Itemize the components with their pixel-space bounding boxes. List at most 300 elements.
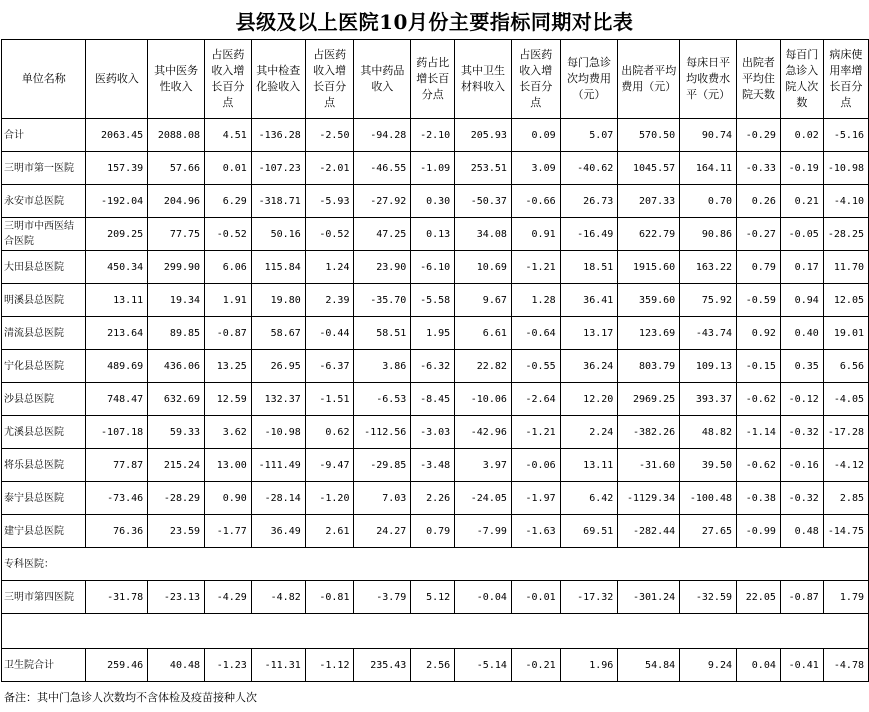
value-cell: -17.28 [823, 416, 868, 449]
value-cell: -3.48 [411, 449, 455, 482]
column-header: 占医药收入增长百分点 [305, 40, 354, 119]
value-cell: 132.37 [251, 383, 305, 416]
value-cell: 632.69 [148, 383, 205, 416]
table-body [2, 119, 869, 682]
table-row [2, 416, 869, 449]
value-cell: -73.46 [86, 482, 148, 515]
value-cell: 0.62 [305, 416, 354, 449]
empty-cell [411, 548, 455, 581]
value-cell: -1.09 [411, 152, 455, 185]
value-cell: -17.32 [560, 581, 618, 614]
value-cell: -2.01 [305, 152, 354, 185]
value-cell: -4.10 [823, 185, 868, 218]
table-row [2, 649, 869, 682]
value-cell: -4.12 [823, 449, 868, 482]
value-cell: -5.58 [411, 284, 455, 317]
value-cell: 213.64 [86, 317, 148, 350]
value-cell: -1.20 [305, 482, 354, 515]
value-cell: -29.85 [354, 449, 411, 482]
value-cell: -0.52 [305, 218, 354, 251]
column-header: 其中卫生材料收入 [455, 40, 512, 119]
value-cell: -94.28 [354, 119, 411, 152]
value-cell: -1.21 [511, 251, 560, 284]
row-name-cell: 宁化县总医院 [2, 350, 86, 383]
value-cell: 90.74 [680, 119, 737, 152]
value-cell: 6.29 [205, 185, 252, 218]
value-cell: 1.95 [411, 317, 455, 350]
value-cell: -0.32 [780, 482, 823, 515]
row-name-cell: 合计 [2, 119, 86, 152]
section-row [2, 614, 869, 649]
empty-cell [511, 614, 560, 649]
value-cell: 259.46 [86, 649, 148, 682]
value-cell: -2.64 [511, 383, 560, 416]
column-header: 出院者平均住院天数 [737, 40, 781, 119]
value-cell: 9.24 [680, 649, 737, 682]
empty-cell [780, 614, 823, 649]
value-cell: 13.25 [205, 350, 252, 383]
value-cell: -0.12 [780, 383, 823, 416]
value-cell: 19.34 [148, 284, 205, 317]
value-cell: 10.69 [455, 251, 512, 284]
column-header: 单位名称 [2, 40, 86, 119]
empty-cell [560, 548, 618, 581]
value-cell: 47.25 [354, 218, 411, 251]
value-cell: -282.44 [618, 515, 680, 548]
value-cell: -50.37 [455, 185, 512, 218]
column-header: 出院者平均费用（元） [618, 40, 680, 119]
value-cell: 48.82 [680, 416, 737, 449]
value-cell: 2088.08 [148, 119, 205, 152]
table-row [2, 449, 869, 482]
value-cell: 12.20 [560, 383, 618, 416]
table-row [2, 251, 869, 284]
value-cell: -1.77 [205, 515, 252, 548]
value-cell: 2.56 [411, 649, 455, 682]
value-cell: -0.81 [305, 581, 354, 614]
empty-cell [680, 548, 737, 581]
table-row [2, 185, 869, 218]
value-cell: -16.49 [560, 218, 618, 251]
value-cell: 57.66 [148, 152, 205, 185]
empty-cell [455, 548, 512, 581]
value-cell: 27.65 [680, 515, 737, 548]
value-cell: 22.05 [737, 581, 781, 614]
row-name-cell: 大田县总医院 [2, 251, 86, 284]
value-cell: 3.09 [511, 152, 560, 185]
empty-cell [618, 548, 680, 581]
value-cell: 0.26 [737, 185, 781, 218]
value-cell: 7.03 [354, 482, 411, 515]
column-header: 病床使用率增长百分点 [823, 40, 868, 119]
value-cell: -0.01 [511, 581, 560, 614]
value-cell: 26.73 [560, 185, 618, 218]
value-cell: -40.62 [560, 152, 618, 185]
empty-cell [354, 614, 411, 649]
value-cell: 209.25 [86, 218, 148, 251]
value-cell: 22.82 [455, 350, 512, 383]
row-name-cell: 将乐县总医院 [2, 449, 86, 482]
value-cell: 163.22 [680, 251, 737, 284]
value-cell: -2.50 [305, 119, 354, 152]
value-cell: -3.03 [411, 416, 455, 449]
value-cell: 18.51 [560, 251, 618, 284]
value-cell: 13.11 [560, 449, 618, 482]
value-cell: 2.39 [305, 284, 354, 317]
value-cell: -0.62 [737, 449, 781, 482]
value-cell: -136.28 [251, 119, 305, 152]
value-cell: -0.87 [205, 317, 252, 350]
value-cell: 299.90 [148, 251, 205, 284]
table-row [2, 350, 869, 383]
value-cell: -0.87 [780, 581, 823, 614]
empty-cell [737, 614, 781, 649]
column-header: 医药收入 [86, 40, 148, 119]
value-cell: -5.93 [305, 185, 354, 218]
value-cell: 215.24 [148, 449, 205, 482]
value-cell: -112.56 [354, 416, 411, 449]
value-cell: -1.14 [737, 416, 781, 449]
row-name-cell: 明溪县总医院 [2, 284, 86, 317]
value-cell: 2063.45 [86, 119, 148, 152]
empty-cell [251, 614, 305, 649]
section-label: 专科医院： [2, 548, 86, 581]
column-header: 每门急诊次均费用（元） [560, 40, 618, 119]
column-header: 每床日平均收费水平（元） [680, 40, 737, 119]
value-cell: 0.90 [205, 482, 252, 515]
value-cell: 0.40 [780, 317, 823, 350]
value-cell: 77.75 [148, 218, 205, 251]
value-cell: 204.96 [148, 185, 205, 218]
value-cell: 164.11 [680, 152, 737, 185]
value-cell: -27.92 [354, 185, 411, 218]
value-cell: 115.84 [251, 251, 305, 284]
value-cell: 1915.60 [618, 251, 680, 284]
empty-cell [823, 548, 868, 581]
column-header: 其中医务性收入 [148, 40, 205, 119]
value-cell: 54.84 [618, 649, 680, 682]
value-cell: 1.28 [511, 284, 560, 317]
value-cell: 748.47 [86, 383, 148, 416]
row-name-cell: 沙县总医院 [2, 383, 86, 416]
value-cell: 36.41 [560, 284, 618, 317]
value-cell: -0.27 [737, 218, 781, 251]
value-cell: 58.51 [354, 317, 411, 350]
value-cell: -0.29 [737, 119, 781, 152]
empty-cell [86, 548, 148, 581]
value-cell: -107.23 [251, 152, 305, 185]
value-cell: -4.78 [823, 649, 868, 682]
empty-cell [823, 614, 868, 649]
value-cell: -0.64 [511, 317, 560, 350]
value-cell: -28.25 [823, 218, 868, 251]
empty-cell [411, 614, 455, 649]
value-cell: -28.14 [251, 482, 305, 515]
table-row [2, 482, 869, 515]
value-cell: -3.79 [354, 581, 411, 614]
value-cell: 0.09 [511, 119, 560, 152]
value-cell: -0.06 [511, 449, 560, 482]
value-cell: -5.14 [455, 649, 512, 682]
empty-cell [305, 614, 354, 649]
value-cell: -7.99 [455, 515, 512, 548]
value-cell: 23.90 [354, 251, 411, 284]
value-cell: 253.51 [455, 152, 512, 185]
table-row [2, 284, 869, 317]
value-cell: 205.93 [455, 119, 512, 152]
value-cell: -11.31 [251, 649, 305, 682]
value-cell: -14.75 [823, 515, 868, 548]
empty-cell [737, 548, 781, 581]
value-cell: 570.50 [618, 119, 680, 152]
column-header: 占医药收入增长百分点 [511, 40, 560, 119]
value-cell: -382.26 [618, 416, 680, 449]
value-cell: 489.69 [86, 350, 148, 383]
value-cell: 3.62 [205, 416, 252, 449]
value-cell: 26.95 [251, 350, 305, 383]
header-row [2, 40, 869, 119]
value-cell: 13.00 [205, 449, 252, 482]
row-name-cell: 三明市第一医院 [2, 152, 86, 185]
value-cell: 0.79 [411, 515, 455, 548]
value-cell: -0.52 [205, 218, 252, 251]
value-cell: 1045.57 [618, 152, 680, 185]
value-cell: 76.36 [86, 515, 148, 548]
value-cell: 90.86 [680, 218, 737, 251]
value-cell: -46.55 [354, 152, 411, 185]
value-cell: -6.32 [411, 350, 455, 383]
empty-cell [251, 548, 305, 581]
value-cell: -0.21 [511, 649, 560, 682]
value-cell: 5.12 [411, 581, 455, 614]
table-row [2, 218, 869, 251]
value-cell: 6.61 [455, 317, 512, 350]
value-cell: -35.70 [354, 284, 411, 317]
value-cell: 109.13 [680, 350, 737, 383]
value-cell: 40.48 [148, 649, 205, 682]
value-cell: -32.59 [680, 581, 737, 614]
row-name-cell: 泰宁县总医院 [2, 482, 86, 515]
value-cell: -0.41 [780, 649, 823, 682]
value-cell: -0.66 [511, 185, 560, 218]
empty-cell [148, 614, 205, 649]
row-name-cell: 建宁县总医院 [2, 515, 86, 548]
table-row [2, 119, 869, 152]
value-cell: 2.24 [560, 416, 618, 449]
value-cell: 3.86 [354, 350, 411, 383]
value-cell: 1.24 [305, 251, 354, 284]
table-row [2, 515, 869, 548]
value-cell: 0.04 [737, 649, 781, 682]
value-cell: -6.53 [354, 383, 411, 416]
value-cell: 0.21 [780, 185, 823, 218]
value-cell: -0.38 [737, 482, 781, 515]
value-cell: -0.55 [511, 350, 560, 383]
value-cell: 207.33 [618, 185, 680, 218]
value-cell: 6.42 [560, 482, 618, 515]
value-cell: 89.85 [148, 317, 205, 350]
value-cell: -0.44 [305, 317, 354, 350]
value-cell: 50.16 [251, 218, 305, 251]
value-cell: 2969.25 [618, 383, 680, 416]
value-cell: -0.05 [780, 218, 823, 251]
row-name-cell: 永安市总医院 [2, 185, 86, 218]
value-cell: -318.71 [251, 185, 305, 218]
value-cell: -1.21 [511, 416, 560, 449]
table-header [2, 40, 869, 119]
value-cell: 13.11 [86, 284, 148, 317]
row-name-cell: 尤溪县总医院 [2, 416, 86, 449]
value-cell: 0.17 [780, 251, 823, 284]
value-cell: 75.92 [680, 284, 737, 317]
value-cell: 6.56 [823, 350, 868, 383]
value-cell: -301.24 [618, 581, 680, 614]
value-cell: -10.06 [455, 383, 512, 416]
value-cell: 2.26 [411, 482, 455, 515]
value-cell: 0.48 [780, 515, 823, 548]
section-label [2, 614, 86, 649]
empty-cell [205, 614, 252, 649]
value-cell: -8.45 [411, 383, 455, 416]
footnote: 备注：其中门急诊人次数均不含体检及疫苗接种人次 [4, 691, 257, 704]
table-row [2, 317, 869, 350]
value-cell: -31.78 [86, 581, 148, 614]
value-cell: 59.33 [148, 416, 205, 449]
value-cell: 0.92 [737, 317, 781, 350]
value-cell: -4.29 [205, 581, 252, 614]
value-cell: 1.79 [823, 581, 868, 614]
column-header: 占医药收入增长百分点 [205, 40, 252, 119]
empty-cell [511, 548, 560, 581]
value-cell: -0.04 [455, 581, 512, 614]
value-cell: 0.70 [680, 185, 737, 218]
value-cell: 24.27 [354, 515, 411, 548]
column-header: 药占比增长百分点 [411, 40, 455, 119]
value-cell: -1.63 [511, 515, 560, 548]
value-cell: 9.67 [455, 284, 512, 317]
comparison-table [1, 39, 869, 682]
empty-cell [560, 614, 618, 649]
value-cell: -10.98 [823, 152, 868, 185]
value-cell: 19.80 [251, 284, 305, 317]
empty-cell [618, 614, 680, 649]
value-cell: 436.06 [148, 350, 205, 383]
value-cell: 0.30 [411, 185, 455, 218]
page-title: 县级及以上医院10月份主要指标同期对比表 [235, 10, 634, 34]
value-cell: -0.33 [737, 152, 781, 185]
value-cell: 450.34 [86, 251, 148, 284]
value-cell: -28.29 [148, 482, 205, 515]
empty-cell [455, 614, 512, 649]
value-cell: 12.05 [823, 284, 868, 317]
value-cell: 235.43 [354, 649, 411, 682]
value-cell: 0.94 [780, 284, 823, 317]
value-cell: 2.61 [305, 515, 354, 548]
table-row [2, 152, 869, 185]
value-cell: 1.91 [205, 284, 252, 317]
value-cell: -0.19 [780, 152, 823, 185]
row-name-cell: 三明市第四医院 [2, 581, 86, 614]
value-cell: 157.39 [86, 152, 148, 185]
row-name-cell: 清流县总医院 [2, 317, 86, 350]
empty-cell [305, 548, 354, 581]
value-cell: -4.05 [823, 383, 868, 416]
value-cell: 23.59 [148, 515, 205, 548]
value-cell: -43.74 [680, 317, 737, 350]
value-cell: 803.79 [618, 350, 680, 383]
value-cell: 69.51 [560, 515, 618, 548]
value-cell: 77.87 [86, 449, 148, 482]
value-cell: 58.67 [251, 317, 305, 350]
value-cell: 0.13 [411, 218, 455, 251]
empty-cell [205, 548, 252, 581]
value-cell: 4.51 [205, 119, 252, 152]
row-name-cell: 卫生院合计 [2, 649, 86, 682]
column-header: 每百门急诊入院人次数 [780, 40, 823, 119]
value-cell: 5.07 [560, 119, 618, 152]
value-cell: 359.60 [618, 284, 680, 317]
value-cell: -10.98 [251, 416, 305, 449]
value-cell: 12.59 [205, 383, 252, 416]
value-cell: -6.10 [411, 251, 455, 284]
empty-cell [680, 614, 737, 649]
empty-cell [780, 548, 823, 581]
value-cell: 0.79 [737, 251, 781, 284]
value-cell: -1.12 [305, 649, 354, 682]
section-row [2, 548, 869, 581]
value-cell: 0.01 [205, 152, 252, 185]
value-cell: 0.35 [780, 350, 823, 383]
value-cell: -0.15 [737, 350, 781, 383]
value-cell: 39.50 [680, 449, 737, 482]
column-header: 其中检查化验收入 [251, 40, 305, 119]
value-cell: -100.48 [680, 482, 737, 515]
table-row [2, 581, 869, 614]
value-cell: 19.01 [823, 317, 868, 350]
value-cell: 34.08 [455, 218, 512, 251]
value-cell: -5.16 [823, 119, 868, 152]
value-cell: 622.79 [618, 218, 680, 251]
value-cell: -24.05 [455, 482, 512, 515]
value-cell: 13.17 [560, 317, 618, 350]
column-header: 其中药品收入 [354, 40, 411, 119]
value-cell: -0.62 [737, 383, 781, 416]
value-cell: -9.47 [305, 449, 354, 482]
value-cell: -0.32 [780, 416, 823, 449]
value-cell: 36.49 [251, 515, 305, 548]
empty-cell [86, 614, 148, 649]
value-cell: -2.10 [411, 119, 455, 152]
value-cell: 393.37 [680, 383, 737, 416]
value-cell: 0.91 [511, 218, 560, 251]
table-row [2, 383, 869, 416]
value-cell: -0.99 [737, 515, 781, 548]
empty-cell [354, 548, 411, 581]
row-name-cell: 三明市中西医结合医院 [2, 218, 86, 251]
value-cell: -1129.34 [618, 482, 680, 515]
value-cell: -111.49 [251, 449, 305, 482]
value-cell: -31.60 [618, 449, 680, 482]
value-cell: 2.85 [823, 482, 868, 515]
value-cell: -6.37 [305, 350, 354, 383]
value-cell: -1.97 [511, 482, 560, 515]
value-cell: 11.70 [823, 251, 868, 284]
value-cell: 0.02 [780, 119, 823, 152]
value-cell: -0.59 [737, 284, 781, 317]
value-cell: -0.16 [780, 449, 823, 482]
value-cell: -4.82 [251, 581, 305, 614]
value-cell: -192.04 [86, 185, 148, 218]
